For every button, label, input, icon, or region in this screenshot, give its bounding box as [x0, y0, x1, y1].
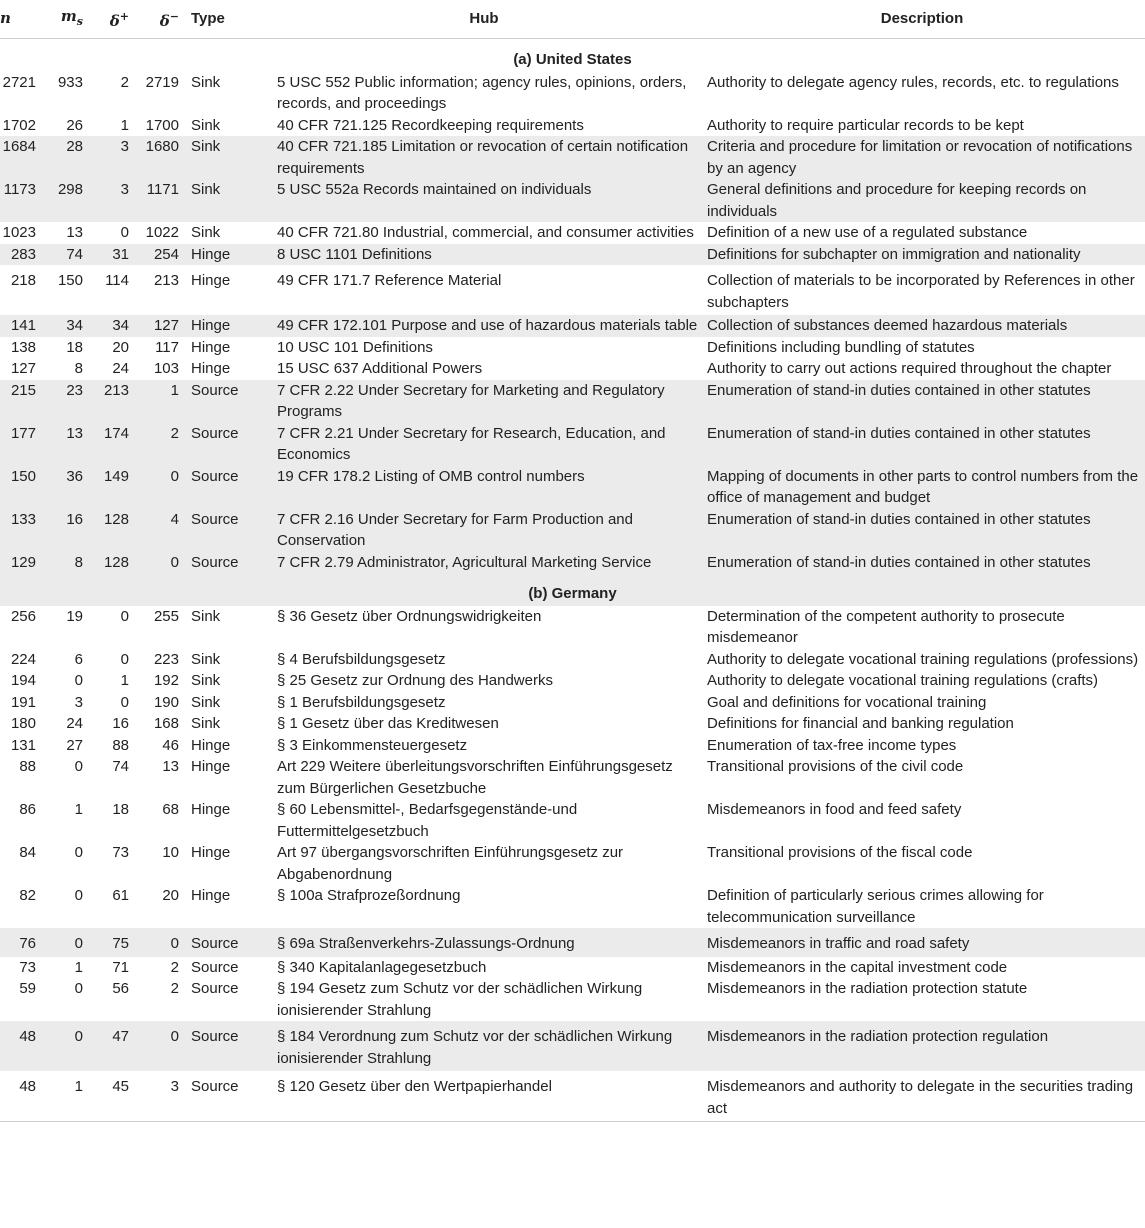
cell-n: 138 — [10, 338, 36, 356]
cell-type: Hinge — [191, 360, 231, 377]
header-n: n — [0, 0, 40, 39]
cell-n: 86 — [19, 801, 36, 818]
cell-n: 76 — [0, 928, 40, 957]
table-row — [0, 1021, 1145, 1071]
cell-dm: 127 — [133, 315, 183, 337]
cell-dm: 1680 — [133, 136, 183, 179]
cell-dm: 2 — [133, 423, 183, 466]
cell-type: Source — [183, 1071, 269, 1122]
cell-dm: 2 — [170, 958, 179, 976]
cell-ms: 0 — [40, 928, 87, 957]
cell-dm: 4 — [133, 509, 183, 552]
cell-type: Sink — [183, 179, 269, 222]
cell-type: Source — [183, 509, 269, 552]
table-body — [0, 39, 1145, 1122]
cell-desc: Definition of a new use of a regulated substance — [707, 224, 1028, 241]
cell-n: 1684 — [0, 136, 40, 179]
cell-ms: 74 — [40, 244, 87, 266]
cell-dp: 1 — [120, 116, 129, 134]
cell-type: Sink — [183, 136, 269, 179]
cell-hub: Art 229 Weitere überleitungsvorschriften Einführungsgesetz zum Bürgerlichen Gesetzbuche — [277, 758, 673, 797]
cell-hub: 7 CFR 2.16 Under Secretary for Farm Production and Conservation — [269, 509, 699, 552]
cell-type: Sink — [191, 73, 221, 91]
cell-dm: 3 — [133, 1071, 183, 1122]
cell-ms: 0 — [40, 1021, 87, 1071]
header-delta-minus: δ− — [133, 0, 183, 39]
cell-dp: 24 — [112, 360, 129, 377]
cell-dp: 16 — [112, 715, 129, 732]
cell-dm: 1 — [133, 380, 183, 423]
cell-n: 131 — [10, 736, 36, 754]
cell-n: 59 — [19, 980, 36, 997]
cell-ms: 16 — [40, 509, 87, 552]
cell-type: Sink — [191, 607, 221, 625]
table-row — [0, 222, 1145, 244]
cell-dm: 223 — [153, 650, 179, 668]
cell-n: 191 — [10, 693, 36, 711]
cell-dp: 3 — [87, 179, 133, 222]
cell-type: Hinge — [191, 272, 231, 289]
cell-hub: 5 USC 552a Records maintained on individuals — [269, 179, 699, 222]
cell-n: 150 — [0, 466, 40, 509]
cell-hub: § 184 Verordnung zum Schutz vor der schädlichen Wirkung ionisierender Strahlung — [269, 1021, 699, 1071]
cell-type: Hinge — [191, 338, 231, 356]
cell-hub: § 100a Strafprozeßordnung — [277, 887, 461, 904]
cell-n: 194 — [10, 672, 36, 689]
cell-ms: 0 — [74, 887, 83, 904]
section-header — [0, 573, 1145, 606]
cell-desc: Authority to delegate agency rules, records, etc. to regulations — [707, 73, 1119, 91]
cell-hub: 40 CFR 721.185 Limitation or revocation of certain notification requirements — [269, 136, 699, 179]
table-row — [0, 885, 1145, 928]
header-hub: Hub — [269, 0, 699, 39]
cell-hub: § 194 Gesetz zum Schutz vor der schädlichen Wirkung ionisierender Strahlung — [277, 980, 643, 1019]
cell-desc: Transitional provisions of the civil code — [707, 758, 964, 775]
table-row — [0, 380, 1145, 423]
cell-dp: 61 — [112, 887, 129, 904]
cell-hub: 49 CFR 171.7 Reference Material — [277, 272, 502, 289]
cell-desc: Misdemeanors in the radiation protection statute — [707, 980, 1028, 997]
cell-desc: Transitional provisions of the fiscal code — [707, 844, 973, 861]
table-row — [0, 957, 1145, 979]
cell-dp: 3 — [87, 136, 133, 179]
cell-hub: § 1 Gesetz über das Kreditwesen — [277, 715, 499, 732]
cell-n: 129 — [0, 552, 40, 574]
cell-hub: 7 CFR 2.79 Administrator, Agricultural Marketing Service — [269, 552, 699, 574]
cell-n: 215 — [0, 380, 40, 423]
cell-hub: 7 CFR 2.21 Under Secretary for Research, Education, and Economics — [269, 423, 699, 466]
cell-n: 1023 — [2, 224, 36, 241]
cell-type: Hinge — [183, 244, 269, 266]
cell-desc: Goal and definitions for vocational training — [707, 693, 987, 711]
cell-ms: 8 — [74, 360, 83, 377]
cell-hub: § 1 Berufsbildungsgesetz — [277, 693, 446, 711]
cell-ms: 28 — [40, 136, 87, 179]
cell-desc: Misdemeanors in traffic and road safety — [699, 928, 1145, 957]
table-row — [0, 928, 1145, 957]
cell-dp: 34 — [87, 315, 133, 337]
cell-dp: 31 — [87, 244, 133, 266]
cell-dp: 0 — [120, 607, 129, 625]
cell-n: 141 — [0, 315, 40, 337]
cell-ms: 933 — [57, 73, 83, 91]
cell-n: 48 — [0, 1071, 40, 1122]
cell-desc: Definitions including bundling of statutes — [707, 338, 975, 356]
cell-desc: Definitions for subchapter on immigration and nationality — [699, 244, 1145, 266]
table-row — [0, 358, 1145, 380]
cell-dm: 0 — [133, 552, 183, 574]
cell-type: Sink — [191, 224, 221, 241]
cell-dp: 2 — [120, 73, 129, 91]
cell-ms: 8 — [40, 552, 87, 574]
cell-ms: 36 — [40, 466, 87, 509]
cell-hub: § 120 Gesetz über den Wertpapierhandel — [269, 1071, 699, 1122]
cell-dp: 75 — [87, 928, 133, 957]
cell-ms: 23 — [40, 380, 87, 423]
cell-dp: 73 — [112, 844, 129, 861]
cell-hub: § 4 Berufsbildungsgesetz — [277, 650, 446, 668]
cell-dm: 168 — [153, 715, 179, 732]
cell-ms: 26 — [66, 116, 83, 134]
cell-type: Hinge — [183, 315, 269, 337]
cell-n: 82 — [19, 887, 36, 904]
cell-dp: 128 — [87, 509, 133, 552]
cell-dp: 71 — [112, 958, 129, 976]
cell-type: Hinge — [191, 736, 231, 754]
table-row — [0, 337, 1145, 359]
table-row — [0, 756, 1145, 799]
cell-hub: § 340 Kapitalanlagegesetzbuch — [277, 958, 487, 976]
cell-desc: General definitions and procedure for keeping records on individuals — [699, 179, 1145, 222]
table-row — [0, 115, 1145, 137]
cell-type: Sink — [191, 116, 221, 134]
table-row — [0, 735, 1145, 757]
table-row — [0, 72, 1145, 115]
cell-dp: 0 — [120, 224, 129, 241]
cell-hub: 40 CFR 721.80 Industrial, commercial, and consumer activities — [277, 224, 694, 241]
cell-desc: Collection of materials to be incorporated by References in other subchapters — [707, 272, 1135, 311]
cell-dm: 1022 — [145, 224, 179, 241]
cell-type: Sink — [191, 693, 221, 711]
cell-n: 283 — [0, 244, 40, 266]
cell-type: Hinge — [191, 801, 231, 818]
cell-hub: § 69a Straßenverkehrs-Zulassungs-Ordnung — [269, 928, 699, 957]
cell-type: Source — [191, 980, 239, 997]
cell-dm: 68 — [162, 801, 179, 818]
cell-dm: 10 — [162, 844, 179, 861]
cell-n: 177 — [0, 423, 40, 466]
cell-dm: 0 — [133, 466, 183, 509]
cell-desc: Authority to delegate vocational training regulations (professions) — [707, 650, 1139, 668]
table-row — [0, 692, 1145, 714]
cell-dm: 0 — [133, 928, 183, 957]
cell-desc: Authority to carry out actions required throughout the chapter — [707, 360, 1112, 377]
cell-n: 73 — [19, 958, 36, 976]
cell-n: 48 — [0, 1021, 40, 1071]
cell-ms: 13 — [40, 423, 87, 466]
cell-n: 218 — [10, 272, 36, 289]
cell-hub: § 60 Lebensmittel-, Bedarfsgegenstände-und Futtermittelgesetzbuch — [277, 801, 578, 840]
cell-n: 1702 — [2, 116, 36, 134]
cell-ms: 3 — [74, 693, 83, 711]
table-row — [0, 244, 1145, 266]
cell-desc: Misdemeanors in the radiation protection regulation — [699, 1021, 1145, 1071]
cell-hub: 40 CFR 721.125 Recordkeeping requirements — [277, 116, 584, 134]
cell-ms: 1 — [74, 801, 83, 818]
cell-dp: 213 — [87, 380, 133, 423]
cell-n: 180 — [10, 715, 36, 732]
cell-type: Source — [183, 928, 269, 957]
cell-dp: 1 — [120, 672, 129, 689]
table-row — [0, 649, 1145, 671]
header-ms: $m_s$ — [40, 0, 87, 39]
cell-n: 133 — [0, 509, 40, 552]
cell-dm: 255 — [153, 607, 179, 625]
cell-ms: 0 — [74, 672, 83, 689]
cell-type: Source — [183, 552, 269, 574]
table-row — [0, 265, 1145, 315]
cell-desc: Misdemeanors and authority to delegate in the securities trading act — [699, 1071, 1145, 1122]
section-title: (b) Germany — [0, 573, 1145, 606]
cell-ms: 1 — [40, 1071, 87, 1122]
cell-dp: 114 — [105, 272, 129, 289]
table-row — [0, 552, 1145, 574]
cell-ms: 34 — [40, 315, 87, 337]
cell-desc: Definitions for financial and banking regulation — [707, 715, 1014, 732]
cell-dm: 103 — [153, 360, 179, 377]
table-row — [0, 978, 1145, 1021]
cell-hub: 15 USC 637 Additional Powers — [277, 360, 483, 377]
cell-desc: Enumeration of stand-in duties contained in other statutes — [699, 552, 1145, 574]
cell-dp: 149 — [87, 466, 133, 509]
cell-type: Source — [183, 1021, 269, 1071]
cell-dm: 1171 — [133, 179, 183, 222]
section-title: (a) United States — [513, 51, 632, 68]
table-row — [0, 315, 1145, 337]
cell-type: Hinge — [191, 887, 231, 904]
cell-type: Hinge — [191, 758, 231, 775]
cell-type: Sink — [191, 715, 221, 732]
cell-dm: 190 — [153, 693, 179, 711]
cell-desc: Mapping of documents in other parts to control numbers from the office of management and budget — [699, 466, 1145, 509]
cell-desc: Enumeration of stand-in duties contained in other statutes — [699, 509, 1145, 552]
cell-dm: 213 — [153, 272, 179, 289]
cell-ms: 13 — [66, 224, 83, 241]
cell-n: 256 — [10, 607, 36, 625]
cell-dp: 18 — [112, 801, 129, 818]
cell-dm: 117 — [155, 338, 179, 356]
cell-dp: 128 — [87, 552, 133, 574]
cell-n: 88 — [19, 758, 36, 775]
cell-hub: Art 97 übergangsvorschriften Einführungsgesetz zur Abgabenordnung — [277, 844, 624, 883]
cell-type: Source — [191, 958, 239, 976]
cell-n: 1173 — [0, 179, 40, 222]
cell-desc: Definition of particularly serious crimes allowing for telecommunication surveillance — [707, 887, 1044, 926]
cell-dm: 2 — [170, 980, 179, 997]
table-row — [0, 136, 1145, 179]
cell-desc: Criteria and procedure for limitation or revocation of notifications by an agency — [699, 136, 1145, 179]
cell-dm: 0 — [133, 1021, 183, 1071]
cell-ms: 298 — [40, 179, 87, 222]
cell-dm: 192 — [153, 672, 179, 689]
cell-hub: § 25 Gesetz zur Ordnung des Handwerks — [277, 672, 553, 689]
cell-ms: 1 — [74, 958, 83, 976]
cell-dp: 88 — [112, 736, 129, 754]
cell-desc: Misdemeanors in food and feed safety — [707, 801, 962, 818]
cell-hub: 19 CFR 178.2 Listing of OMB control numbers — [269, 466, 699, 509]
cell-dp: 74 — [112, 758, 129, 775]
cell-dp: 56 — [112, 980, 129, 997]
cell-ms: 6 — [74, 650, 83, 668]
cell-n: 224 — [10, 650, 36, 668]
header-type: Type — [183, 0, 269, 39]
cell-desc: Authority to require particular records to be kept — [707, 116, 1024, 134]
cell-hub: § 3 Einkommensteuergesetz — [277, 736, 468, 754]
cell-ms: 27 — [66, 736, 83, 754]
cell-ms: 0 — [74, 980, 83, 997]
table-row — [0, 799, 1145, 842]
table-row — [0, 179, 1145, 222]
table-row — [0, 1071, 1145, 1122]
cell-ms: 24 — [66, 715, 83, 732]
cell-desc: Enumeration of stand-in duties contained in other statutes — [699, 380, 1145, 423]
cell-n: 127 — [10, 360, 36, 377]
cell-dp: 174 — [87, 423, 133, 466]
table-row — [0, 842, 1145, 885]
table-row — [0, 466, 1145, 509]
cell-dp: 20 — [112, 338, 129, 356]
cell-desc: Determination of the competent authority to prosecute misdemeanor — [707, 607, 1065, 646]
cell-desc: Collection of substances deemed hazardous materials — [699, 315, 1145, 337]
cell-ms: 19 — [66, 607, 83, 625]
table-row — [0, 713, 1145, 735]
cell-dm: 20 — [162, 887, 179, 904]
cell-dp: 45 — [87, 1071, 133, 1122]
cell-desc: Enumeration of tax-free income types — [707, 736, 957, 754]
cell-ms: 0 — [74, 758, 83, 775]
cell-desc: Enumeration of stand-in duties contained in other statutes — [699, 423, 1145, 466]
cell-type: Source — [183, 423, 269, 466]
cell-hub: 49 CFR 172.101 Purpose and use of hazardous materials table — [269, 315, 699, 337]
cell-type: Source — [183, 466, 269, 509]
cell-type: Source — [183, 380, 269, 423]
cell-dm: 2719 — [145, 73, 179, 91]
cell-n: 84 — [19, 844, 36, 861]
cell-dm: 13 — [162, 758, 179, 775]
table-row — [0, 509, 1145, 552]
header-delta-plus: δ+ — [87, 0, 133, 39]
table-row — [0, 606, 1145, 649]
cell-dm: 254 — [133, 244, 183, 266]
header-row — [0, 0, 1145, 39]
cell-hub: 8 USC 1101 Definitions — [269, 244, 699, 266]
cell-dp: 0 — [120, 693, 129, 711]
cell-desc: Misdemeanors in the capital investment code — [707, 958, 1008, 976]
cell-hub: § 36 Gesetz über Ordnungswidrigkeiten — [277, 607, 542, 625]
section-header — [0, 39, 1145, 72]
cell-type: Hinge — [191, 844, 231, 861]
cell-dm: 46 — [162, 736, 179, 754]
cell-n: 2721 — [2, 73, 36, 91]
cell-desc: Authority to delegate vocational training regulations (crafts) — [707, 672, 1099, 689]
table-row — [0, 670, 1145, 692]
cell-dm: 1700 — [145, 116, 179, 134]
cell-ms: 150 — [57, 272, 83, 289]
cell-ms: 0 — [74, 844, 83, 861]
cell-hub: 7 CFR 2.22 Under Secretary for Marketing and Regulatory Programs — [269, 380, 699, 423]
cell-hub: 5 USC 552 Public information; agency rules, opinions, orders, records, and proceedings — [277, 73, 687, 112]
cell-dp: 0 — [120, 650, 129, 668]
cell-type: Sink — [191, 650, 221, 668]
table-row — [0, 423, 1145, 466]
cell-dp: 47 — [87, 1021, 133, 1071]
cell-ms: 18 — [66, 338, 83, 356]
cell-hub: 10 USC 101 Definitions — [277, 338, 433, 356]
cell-type: Sink — [191, 672, 221, 689]
header-description: Description — [699, 0, 1145, 39]
